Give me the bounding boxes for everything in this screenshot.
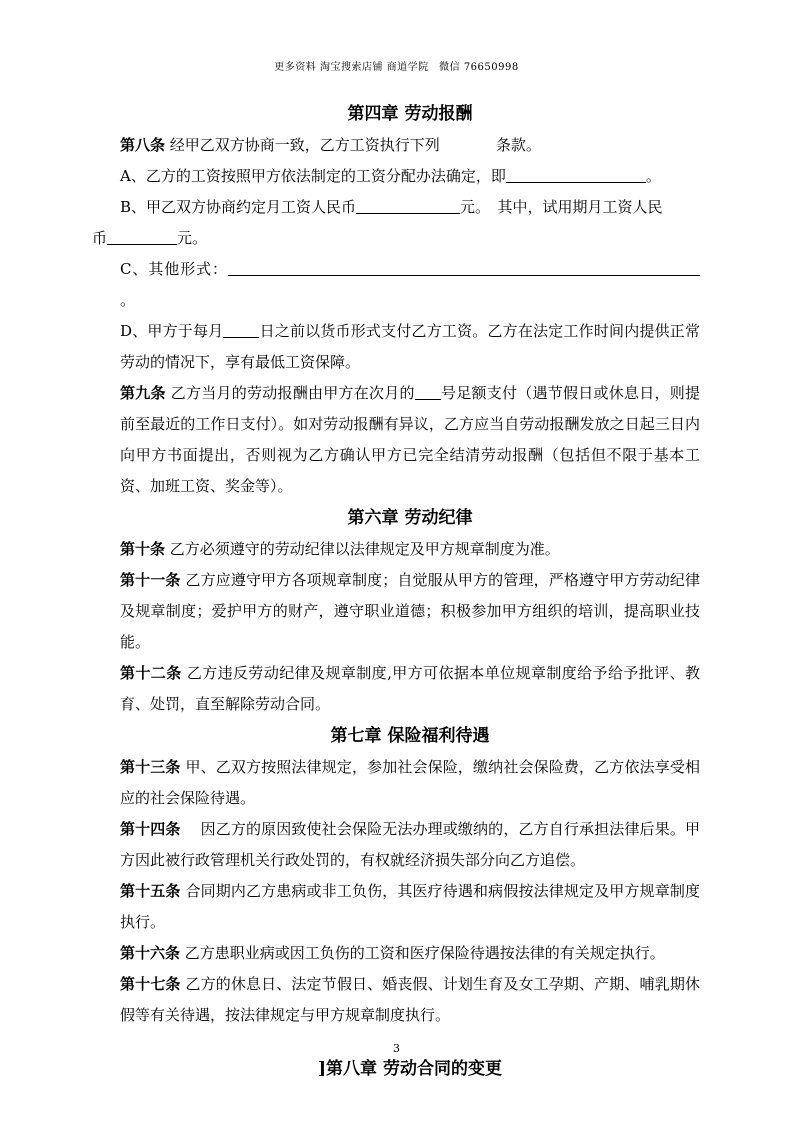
article-17-text: 乙方的休息日、法定节假日、婚丧假、计划生育及女工孕期、产期、哺乳期休假等有关待遇，按法律规定与甲方规章制度执行。 [120,975,700,1024]
clause-a-text: A、乙方的工资按照甲方依法制定的工资分配办法确定，即 [120,167,506,185]
clause-b-text-3: 币 [92,229,108,247]
article-11-lead: 第十一条 [120,571,181,589]
clause-d-day-blank[interactable] [223,320,259,338]
chapter-8-title: ]第八章 劳动合同的变更 [318,1059,502,1079]
article-16 [120,938,700,969]
article-8 [120,130,700,161]
article-14 [120,814,700,876]
clause-b-text-1: B、甲乙双方协商约定月工资人民币 [120,198,357,216]
clause-a-blank[interactable] [506,165,646,183]
clause-b-cont [92,223,700,254]
article-12-text: 乙方违反劳动纪律及规章制度,甲方可依据本单位规章制度给予给予批评、教 育、处罚，直至解除劳动合同。 [120,664,700,713]
article-15-text: 合同期内乙方患病或非工负伤，其医疗待遇和病假按法律规定及甲方规章制度执行。 [120,882,700,931]
article-10-text: 乙方必须遵守的劳动纪律以法律规定及甲方规章制度为准。 [169,540,560,558]
article-16-text: 乙方患职业病或因工负伤的工资和医疗保险待遇按法律的有关规定执行。 [184,944,665,962]
page-number: 3 [393,1042,400,1055]
clause-c-text: C、其他形式： [120,260,228,278]
article-17-lead: 第十七条 [120,975,181,993]
article-9-day-blank[interactable] [415,382,441,400]
clause-b-salary-blank[interactable] [356,196,460,214]
article-8-text-1: 经甲乙双方协商一致，乙方工资执行下列 [169,136,440,154]
clause-c [120,254,700,316]
article-17 [120,969,700,1031]
document-body [92,98,700,1085]
chapter-7-title: 第七章 保险福利待遇 [330,726,490,746]
clause-b [120,192,700,223]
article-11 [120,565,700,658]
clause-d-text-1: D、甲方于每月 [120,322,224,340]
article-15-lead: 第十五条 [120,882,181,900]
article-8-text-2: 条款。 [495,136,541,154]
clause-b-text-2: 元。 其中，试用期月工资人民 [460,198,663,216]
clause-d [120,316,700,378]
article-9 [120,378,700,502]
clause-d-text-2: 日之前以货币形式支付乙方工资。乙方在法定工作时间内提供正常劳动的情况下，享有最低工资保障。 [120,322,700,371]
clause-a [120,161,700,192]
article-13 [120,752,700,814]
clause-a-end: 。 [645,167,661,185]
article-9-text-1: 乙方当月的劳动报酬由甲方在次月的 [170,384,415,402]
clause-b-text-4: 元。 [177,229,208,247]
article-13-lead: 第十三条 [120,758,181,776]
article-12 [120,658,700,720]
article-10 [120,534,700,565]
article-14-text: 因乙方的原因致使社会保险无法办理或缴纳的，乙方自行承担法律后果。甲方因此被行政管理机关行政处罚的，有权就经济损失部分向乙方追偿。 [120,820,700,869]
page-header: 更多资料 淘宝搜索店铺 商道学院 微信 76650998 [274,62,519,73]
chapter-4-title: 第四章 劳动报酬 [347,104,473,124]
chapter-6-title: 第六章 劳动纪律 [347,508,473,528]
clause-c-blank[interactable] [228,258,700,276]
article-14-lead: 第十四条 [120,820,181,838]
clause-b-probation-blank[interactable] [107,227,177,245]
article-10-lead: 第十条 [120,540,166,558]
article-13-text: 甲、乙双方按照法律规定，参加社会保险，缴纳社会保险费，乙方依法享受相应的社会保险待遇。 [120,758,700,807]
article-16-lead: 第十六条 [120,944,181,962]
article-15 [120,876,700,938]
article-8-lead: 第八条 [120,136,166,154]
clause-c-end: 。 [120,291,136,309]
article-9-lead: 第九条 [120,384,166,402]
article-12-lead: 第十二条 [120,664,182,682]
article-11-text: 乙方应遵守甲方各项规章制度；自觉服从甲方的管理，严格遵守甲方劳动纪律及规章制度；爱护甲方的财产，遵守职业道德；积极参加甲方组织的培训，提高职业技能。 [120,571,700,651]
article-9-text-2: 号足额支付（遇节假日或休息日，则提前至最近的工作日支付）。如对劳动报酬有异议，乙方应当自劳动报酬发放之日起三日内向甲方书面提出，否则视为乙方确认甲方已完全结清劳动报酬（包括但不限于基本工资、加班工资、奖金等）。 [120,384,700,495]
